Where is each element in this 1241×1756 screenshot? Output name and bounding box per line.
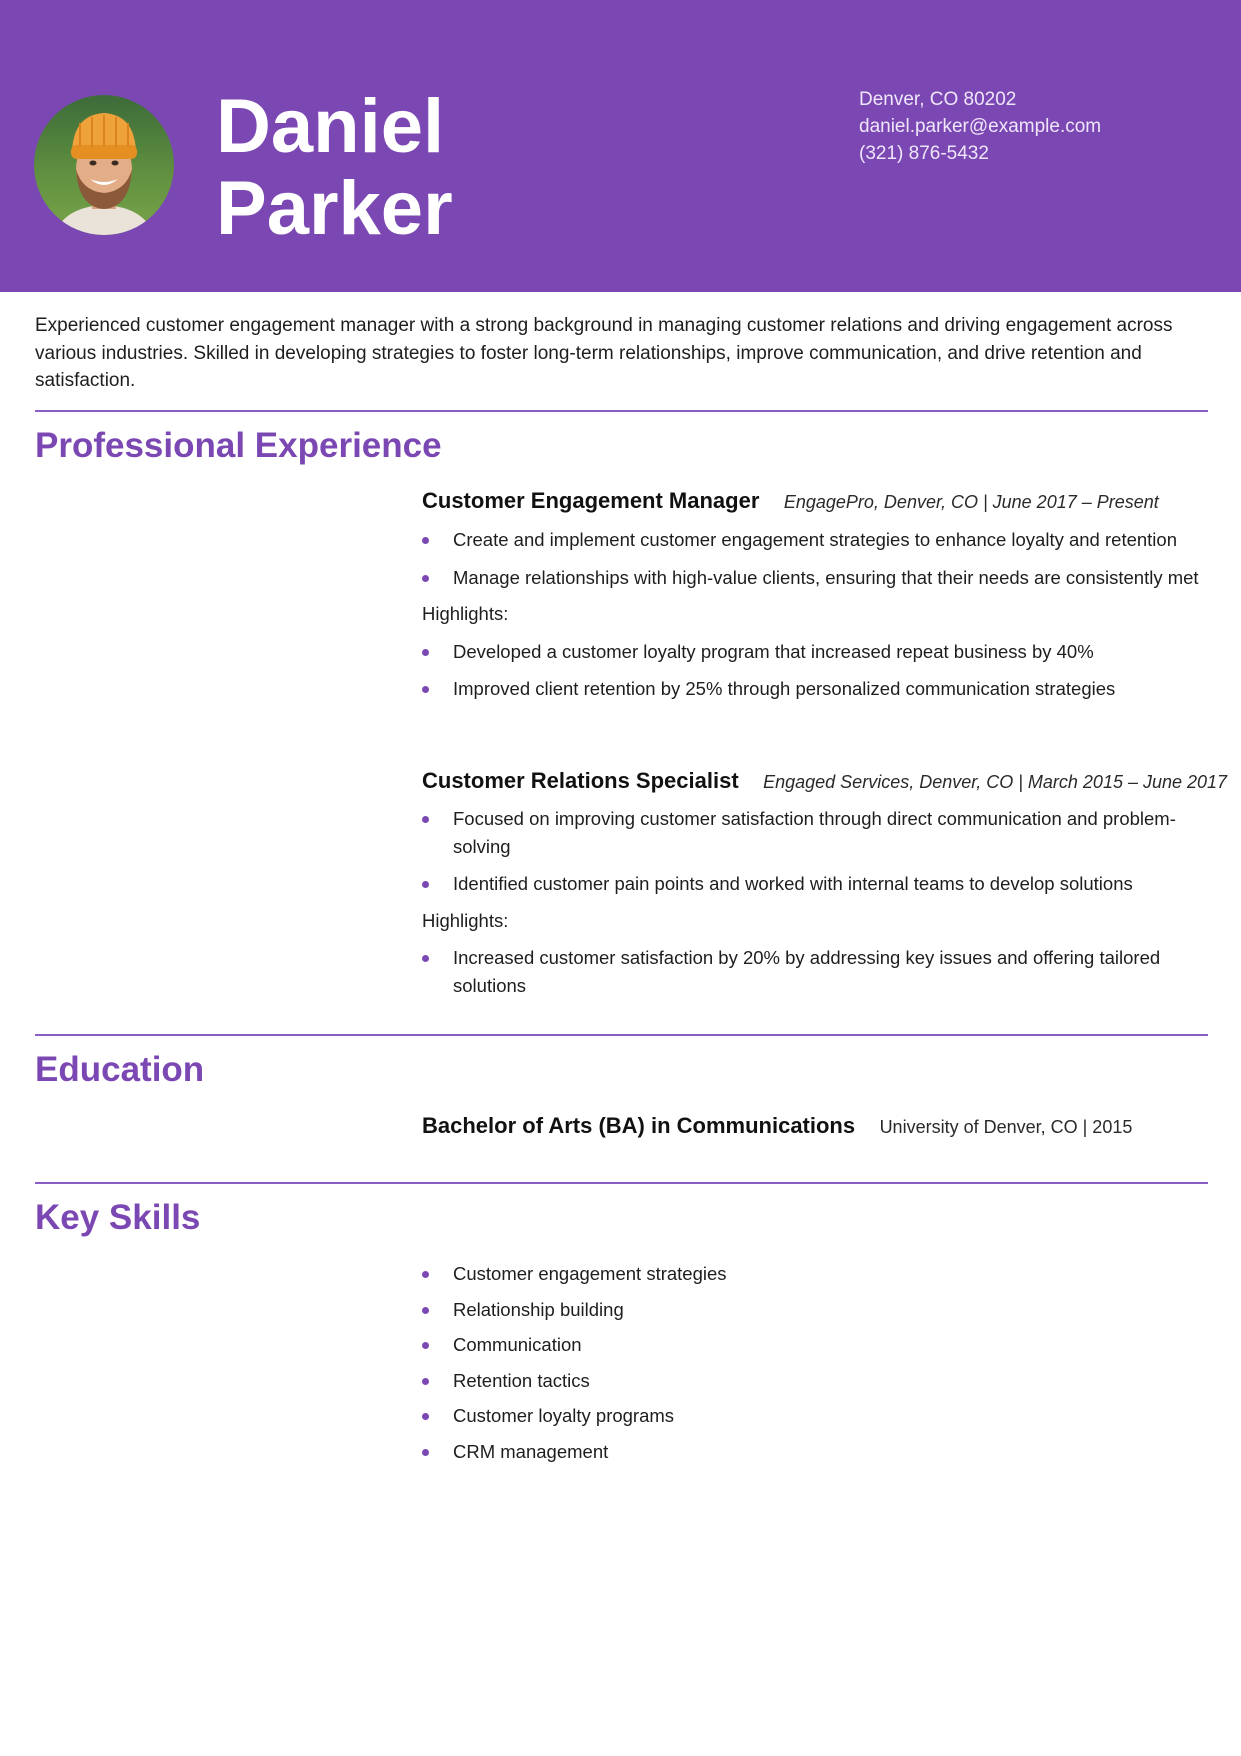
- list-item: Create and implement customer engagement strategies to enhance loyalty and retention: [422, 526, 1207, 554]
- skill-item: Relationship building: [422, 1296, 1207, 1324]
- bullet-icon: [422, 1271, 429, 1278]
- last-name: Parker: [216, 166, 453, 251]
- job-highlights: [422, 944, 1207, 999]
- bullet-icon: [422, 575, 429, 582]
- job-meta: Engaged Services, Denver, CO | March 2015 – June 2017: [763, 772, 1228, 792]
- highlights-label: Highlights:: [422, 909, 509, 931]
- skill-item: Retention tactics: [422, 1367, 1207, 1395]
- bullet-icon: [422, 955, 429, 962]
- summary-text: Experienced customer engagement manager with a strong background in managing customer relations and driving engagement across various industries. Skilled in developing strategies to foster long-term relationships, improve communication, and drive retention and satisfaction.: [35, 315, 1173, 391]
- education-header: [422, 1113, 1207, 1139]
- bullet-icon: [422, 881, 429, 888]
- avatar: [34, 95, 174, 235]
- bullet-icon: [422, 537, 429, 544]
- list-item: Identified customer pain points and worked with internal teams to develop solutions: [422, 870, 1207, 898]
- bullet-icon: [422, 649, 429, 656]
- contact-info: [859, 86, 1101, 167]
- skill-item: Communication: [422, 1331, 1207, 1359]
- contact-email[interactable]: daniel.parker@example.com: [859, 116, 1102, 137]
- job-entry: [422, 768, 1228, 999]
- degree-title: Bachelor of Arts (BA) in Communications: [422, 1113, 856, 1138]
- bullet-icon: [422, 1378, 429, 1385]
- highlights-label: Highlights:: [422, 603, 509, 624]
- candidate-name: [216, 86, 453, 250]
- job-header: [422, 768, 1228, 794]
- list-item: Improved client retention by 25% through personalized communication strategies: [422, 675, 1207, 703]
- job-title: Customer Engagement Manager: [422, 488, 760, 513]
- section-title-experience: Professional Experience: [35, 426, 442, 465]
- job-title: Customer Relations Specialist: [422, 768, 739, 793]
- job-duties: [422, 805, 1207, 898]
- skill-item: Customer engagement strategies: [422, 1260, 1207, 1288]
- list-item: Increased customer satisfaction by 20% by addressing key issues and offering tailored solutions: [422, 944, 1207, 999]
- section-divider: [35, 1182, 1208, 1184]
- job-highlights: [422, 638, 1207, 703]
- bullet-icon: [422, 1342, 429, 1349]
- list-item: Focused on improving customer satisfaction through direct communication and problem-solving: [422, 805, 1207, 860]
- first-name: Daniel: [216, 84, 445, 169]
- section-title-education: Education: [35, 1050, 205, 1089]
- bullet-icon: [422, 1449, 429, 1456]
- skills-list: [422, 1260, 1207, 1465]
- bullet-icon: [422, 1413, 429, 1420]
- skill-item: CRM management: [422, 1438, 1207, 1466]
- profile-photo: [34, 95, 174, 235]
- contact-location: Denver, CO 80202: [859, 89, 1017, 110]
- list-item: Manage relationships with high-value clients, ensuring that their needs are consistently met: [422, 564, 1207, 592]
- skills-list-container: [422, 1260, 1207, 1465]
- job-header: [422, 488, 1207, 514]
- section-divider: [35, 1034, 1208, 1036]
- job-duties: [422, 526, 1207, 591]
- bullet-icon: [422, 686, 429, 693]
- bullet-icon: [422, 1307, 429, 1314]
- skill-item: Customer loyalty programs: [422, 1402, 1207, 1430]
- education-entry: [422, 1113, 1207, 1139]
- contact-phone[interactable]: (321) 876-5432: [859, 143, 989, 164]
- header-band: [0, 0, 1241, 292]
- education-meta: University of Denver, CO | 2015: [879, 1117, 1133, 1137]
- job-entry: [422, 488, 1207, 703]
- section-divider: [35, 410, 1208, 412]
- section-title-skills: Key Skills: [35, 1198, 201, 1237]
- bullet-icon: [422, 816, 429, 823]
- list-item: Developed a customer loyalty program that increased repeat business by 40%: [422, 638, 1207, 666]
- job-meta: EngagePro, Denver, CO | June 2017 – Present: [783, 492, 1159, 512]
